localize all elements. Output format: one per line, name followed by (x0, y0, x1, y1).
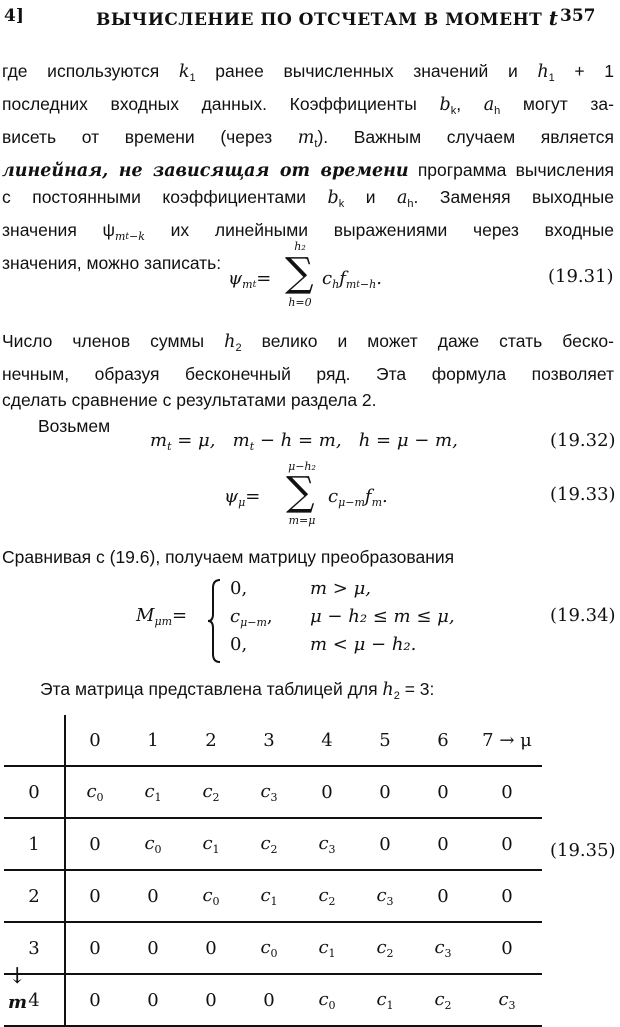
matrix-cell: 0 (65, 818, 124, 870)
eq-19-31-sum-top: h₂ (294, 240, 306, 253)
eq-19-31-sum-bottom: h=0 (288, 296, 312, 309)
matrix-cell: 0 (65, 974, 124, 1026)
column-header: 4 (321, 729, 333, 751)
eq-19-34-case3-value: 0, (230, 634, 248, 655)
row-header: 3 (4, 922, 65, 974)
matrix-cell: $c_3$ (356, 870, 414, 922)
matrix-cell: 0 (472, 818, 542, 870)
matrix-cell: 0 (472, 870, 542, 922)
paragraph-2 (2, 328, 614, 439)
p2-line-3: сделать сравнение с результатами раздела 2. (2, 390, 377, 410)
table-row (4, 818, 542, 870)
p3-line-1: Сравнивая с (19.6), получаем матрицу преобразования (2, 547, 455, 567)
matrix-cell: $c_1$ (124, 766, 182, 818)
eq-19-31-lhs: $\psi_mt=$ (228, 268, 272, 291)
row-header: 1 (4, 818, 65, 870)
section-number: 4] (4, 6, 24, 26)
matrix-cell: $c_1$ (356, 974, 414, 1026)
matrix-table (4, 715, 542, 1027)
table-header-row (4, 715, 542, 766)
column-header: 0 (65, 715, 124, 766)
eq-19-34-brace (206, 578, 222, 664)
eq-19-34-number: (19.34) (550, 605, 616, 626)
matrix-cell: $c_0$ (240, 922, 298, 974)
p2-line-4: Возьмем (38, 416, 111, 436)
eq-19-34-case3-cond: m < μ − h₂. (310, 634, 417, 655)
p1-line-2: последних входных данных. Коэффициенты $b_k$, $a_h$ могут за- (2, 94, 614, 117)
eq-19-31-term: $c_hf_mt_{-h}$. (322, 268, 382, 291)
column-header: 3 (263, 729, 275, 751)
p2-line-1: Число членов суммы $h_2$ велико и может даже стать беско- (2, 331, 614, 354)
matrix-cell: $c_1$ (240, 870, 298, 922)
matrix-cell: 0 (65, 922, 124, 974)
down-arrow-icon: ↓ (8, 964, 27, 989)
matrix-cell: 0 (356, 766, 414, 818)
matrix-cell: 0 (472, 766, 542, 818)
matrix-cell: 0 (414, 766, 472, 818)
matrix-cell: $c_0$ (65, 766, 124, 818)
eq-19-33-sum: ∑ (286, 469, 315, 515)
matrix-cell: 0 (65, 870, 124, 922)
column-header: 7 → μ (482, 729, 532, 751)
matrix-cell: 0 (182, 922, 240, 974)
matrix-cell: 0 (298, 766, 356, 818)
table-corner (4, 715, 65, 766)
matrix-cell: 0 (124, 974, 182, 1026)
column-header: 5 (379, 729, 391, 751)
matrix-cell: $c_3$ (240, 766, 298, 818)
p2-line-2: нечным, образуя бесконечный ряд. Эта формула позволяет (2, 364, 614, 384)
matrix-cell: $c_1$ (298, 922, 356, 974)
matrix-cell: 0 (472, 922, 542, 974)
table-row (4, 766, 542, 818)
running-title-var: t (548, 6, 559, 30)
eq-19-34-case1-value: 0, (230, 578, 248, 599)
eq-19-31-number: (19.31) (548, 266, 614, 287)
paragraph-3 (2, 544, 614, 570)
eq-19-34-case2-value: $c_{\mu-m}$, (230, 606, 273, 629)
paragraph-4 (40, 676, 600, 709)
running-title (96, 6, 558, 30)
row-header: 4 (4, 974, 65, 1026)
matrix-cell: $c_0$ (298, 974, 356, 1026)
matrix-cell: $c_0$ (182, 870, 240, 922)
matrix-cell: $c_3$ (472, 974, 542, 1026)
table-row (4, 922, 542, 974)
matrix-cell: $c_2$ (414, 974, 472, 1026)
matrix-cell: $c_0$ (124, 818, 182, 870)
table-row (4, 974, 542, 1026)
column-header: 2 (205, 729, 217, 751)
p1-line-7: значения, можно записать: (2, 253, 222, 273)
eq-19-31-sum: ∑ (285, 250, 314, 296)
matrix-cell: 0 (414, 818, 472, 870)
eq-19-33-number: (19.33) (550, 484, 616, 505)
p1-line-4: линейная, не зависящая от времени программа вычисления (2, 160, 614, 181)
p1-line-5: с постоянными коэффициентами $b_k$ и $a_h$. Заменяя выходные (2, 187, 614, 210)
p1-line-6: значения $\psi_mt_{-k}$ их линейными выражениями через входные (2, 220, 615, 243)
eq-19-34-case1-cond: m > μ, (310, 578, 372, 599)
eq-19-34-case2-cond: μ − h₂ ≤ m ≤ μ, (310, 606, 455, 627)
matrix-cell: $c_2$ (298, 870, 356, 922)
eq-19-34-lhs: $M_{\mu m}=$ (136, 605, 188, 628)
matrix-cell: $c_3$ (298, 818, 356, 870)
matrix-cell: $c_3$ (414, 922, 472, 974)
p1-line-1: где используются $k_1$ ранее вычисленных значений и $h_1 + 1$ (2, 61, 614, 84)
matrix-cell: $c_2$ (356, 922, 414, 974)
matrix-cell: $c_2$ (182, 766, 240, 818)
column-header: 6 (437, 729, 449, 751)
running-title-text: ВЫЧИСЛЕНИЕ ПО ОТСЧЕТАМ В МОМЕНТ (96, 10, 543, 30)
p1-line-3: висеть от времени (через $m_t$). Важным случаем является (2, 127, 614, 150)
eq-19-32: $m_t = \mu$, $m_t - h = m$, h = μ − m, (150, 430, 458, 453)
row-header: 2 (4, 870, 65, 922)
matrix-cell: $c_1$ (182, 818, 240, 870)
eq-19-33-sum-bottom: m=μ (288, 514, 316, 527)
matrix-cell: 0 (414, 870, 472, 922)
matrix-cell: 0 (124, 870, 182, 922)
p4-line-1: Эта матрица представлена таблицей для $h_2 = 3$: (40, 679, 435, 702)
axis-m-label: m (8, 992, 28, 1013)
matrix-cell: 0 (182, 974, 240, 1026)
matrix-cell: 0 (240, 974, 298, 1026)
eq-19-33-lhs: $\psi_\mu=$ (224, 486, 261, 509)
eq-19-33-term: $c_{\mu-m}f_m$. (328, 486, 388, 509)
eq-19-33-sum-top: μ−h₂ (288, 460, 316, 473)
matrix-cell: $c_2$ (240, 818, 298, 870)
page-number: 357 (560, 6, 596, 26)
matrix-cell: 0 (356, 818, 414, 870)
matrix-cell: 0 (124, 922, 182, 974)
row-header: 0 (4, 766, 65, 818)
column-header: 1 (147, 729, 159, 751)
eq-19-32-number: (19.32) (550, 430, 616, 451)
table-row (4, 870, 542, 922)
eq-19-35-number: (19.35) (550, 840, 616, 861)
